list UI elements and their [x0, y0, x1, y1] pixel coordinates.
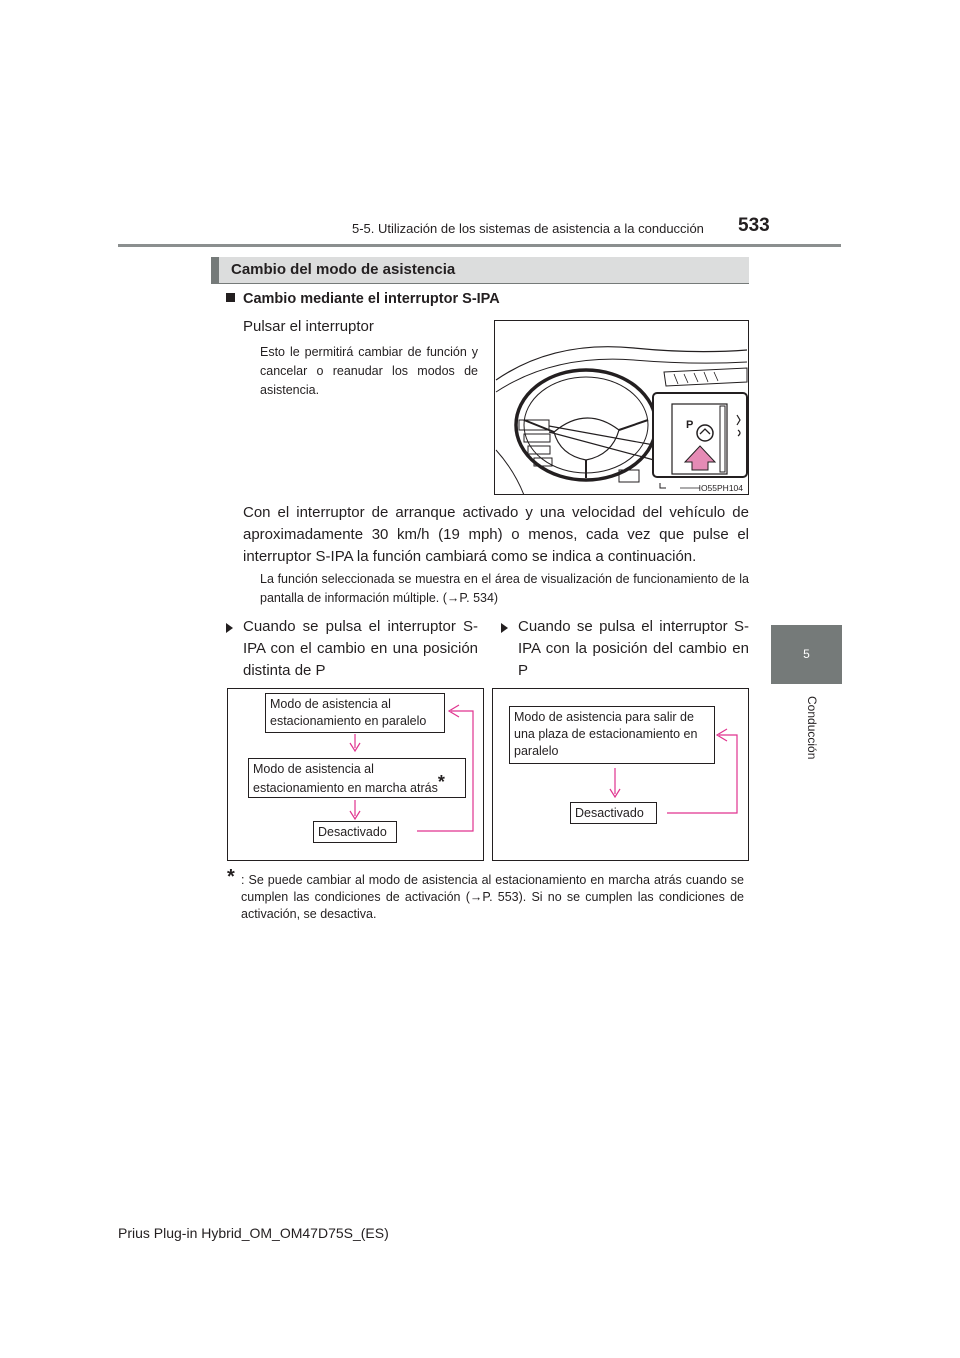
triangle-bullet-icon	[501, 623, 508, 633]
subheading-text: Cambio mediante el interruptor S-IPA	[243, 291, 500, 307]
body-note: La función seleccionada se muestra en el área de visualización de funcionamiento de la pantalla de información múltiple. (→P. 534)	[260, 572, 749, 605]
chapter-label	[771, 690, 842, 770]
page-number: 533	[738, 215, 770, 236]
square-bullet-icon	[226, 293, 235, 302]
footnote-asterisk: *	[437, 772, 445, 792]
header-divider	[118, 244, 841, 247]
body-paragraph: Con el interruptor de arranque activado y una velocidad del vehículo de aproximadamente 30 km/h (19 mph) o menos, cada vez que pulse el interruptor S-IPA la función cambiará como se indica a continuación.	[243, 504, 749, 565]
section-title: Cambio del modo de asistencia	[231, 261, 456, 278]
mode-cycle-diagram	[227, 688, 749, 861]
left-column-heading	[226, 616, 478, 682]
mode-exit-parallel: Modo de asistencia para salir de una plaza de estacionamiento en paralelo	[509, 706, 715, 764]
mode-deactivated-right: Desactivado	[570, 802, 657, 824]
mode-reverse-parking-text: Modo de asistencia al estacionamiento en marcha atrás	[253, 762, 438, 795]
triangle-bullet-icon	[226, 623, 233, 633]
mode-parallel-parking: Modo de asistencia al estacionamiento en paralelo	[265, 693, 445, 733]
chapter-label-text: Conducción	[805, 696, 819, 760]
section-heading	[211, 257, 749, 283]
switch-letter: P	[686, 419, 694, 431]
subheading	[226, 291, 500, 307]
right-column-heading-text: Cuando se pulsa el interruptor S-IPA con la posición del cambio en P	[518, 618, 749, 679]
mode-deactivated: Desactivado	[313, 821, 397, 843]
section-underline	[211, 283, 749, 284]
illustration-code: IO55PH104	[698, 483, 743, 493]
chapter-tab: 5	[771, 625, 842, 684]
footnote: : Se puede cambiar al modo de asistencia al estacionamiento en marcha atrás cuando se cumplen las condiciones de activación (→P. 553). Si no se cumplen las condiciones de activación, se desactiva.	[241, 873, 744, 921]
running-header: 5-5. Utilización de los sistemas de asistencia a la conducción	[352, 221, 704, 236]
mode-reverse-parking	[248, 758, 466, 798]
instruction-note: Esto le permitirá cambiar de función y cancelar o reanudar los modos de asistencia.	[260, 345, 478, 397]
left-column-heading-text: Cuando se pulsa el interruptor S-IPA con el cambio en una posición distinta de P	[243, 618, 478, 679]
manual-footer: Prius Plug-in Hybrid_OM_OM47D75S_(ES)	[118, 1225, 389, 1241]
footnote-mark: *	[227, 866, 235, 888]
instruction: Pulsar el interruptor	[243, 318, 374, 335]
steering-wheel-switch-illustration	[494, 320, 749, 495]
right-column-heading	[501, 616, 749, 682]
